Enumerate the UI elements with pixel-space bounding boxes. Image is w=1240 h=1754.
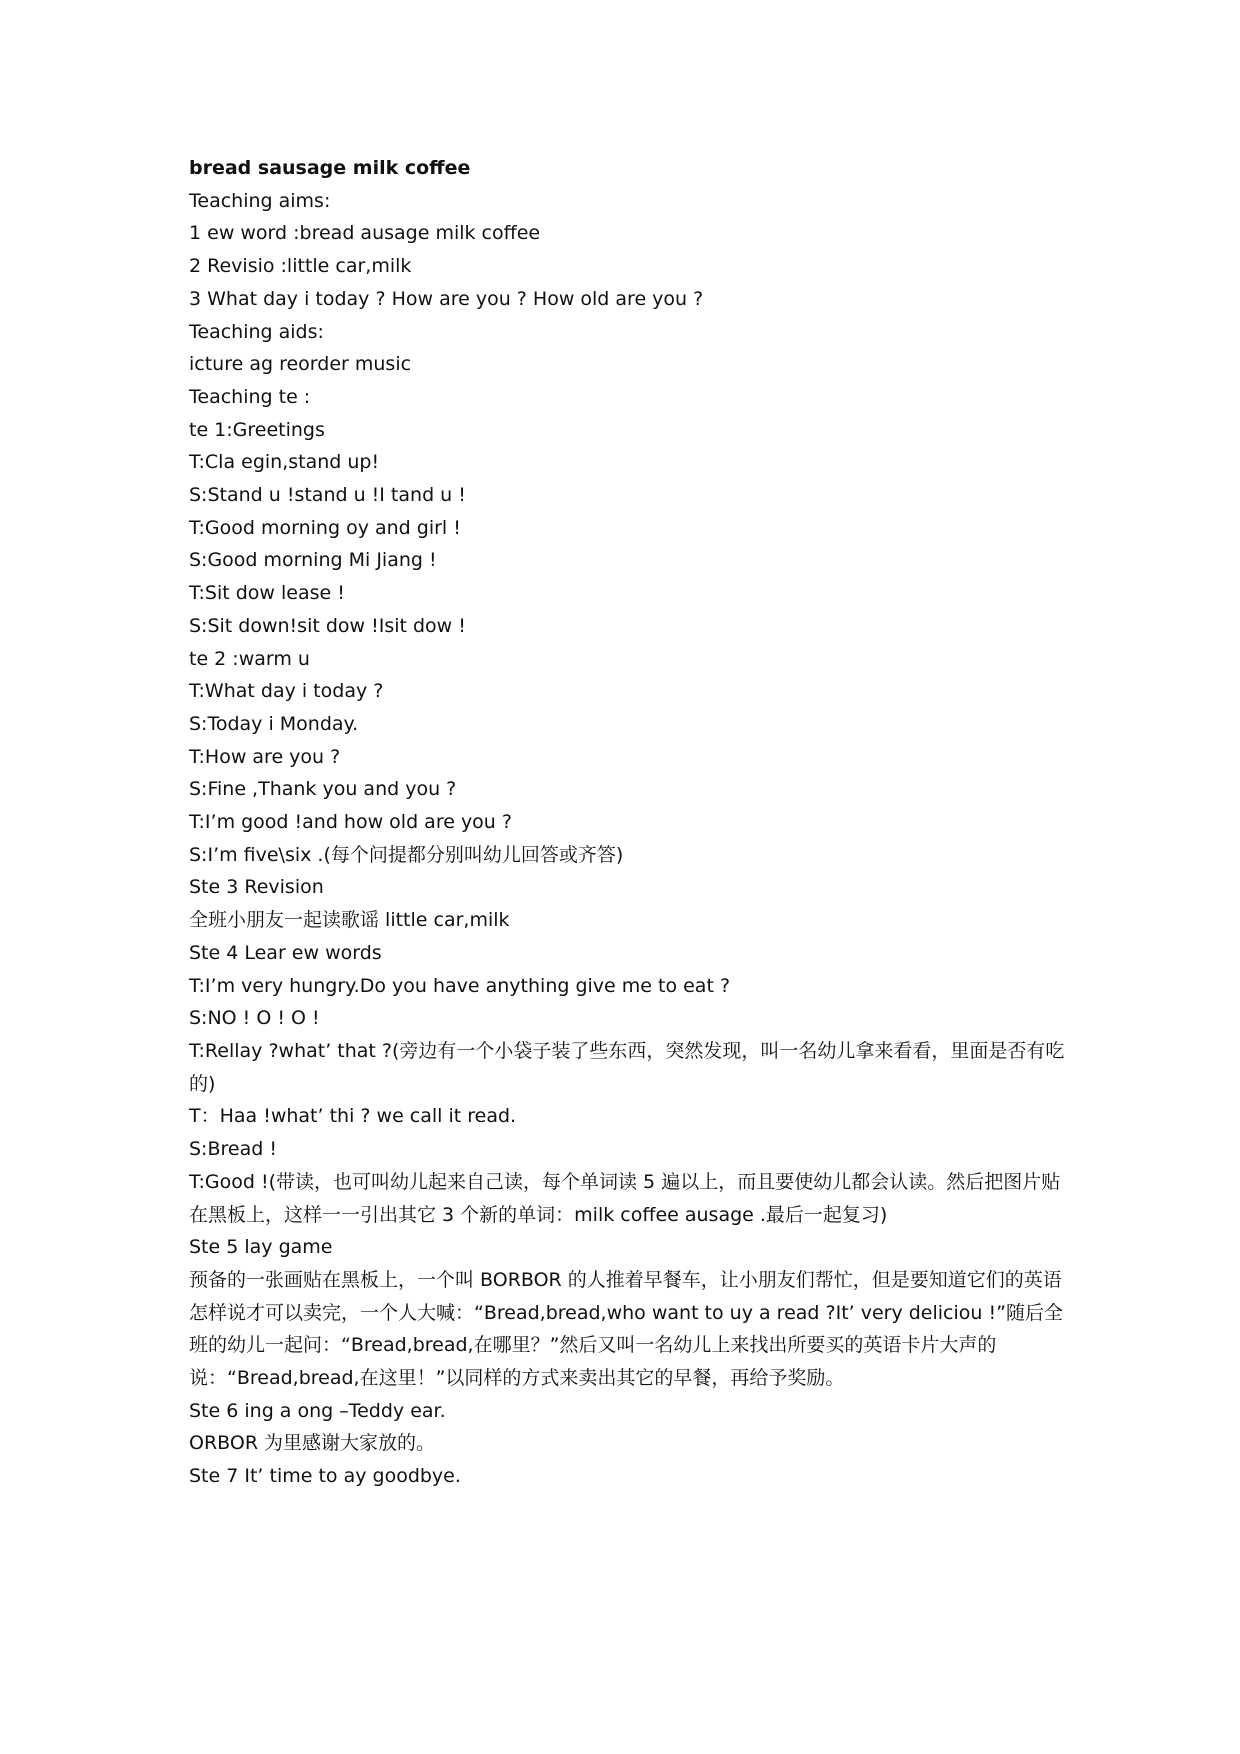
dialogue-line: S:I’m five\six .(每个问提都分别叫幼儿回答或齐答) [189, 843, 624, 866]
aim-item-3: 3 What day i today ? How are you ? How old are you ? [189, 287, 704, 310]
dialogue-line: T:Good morning oy and girl ! [189, 516, 461, 539]
dialogue-line: S:Good morning Mi Jiang ! [189, 549, 437, 572]
dialogue-line: T:I’m very hungry.Do you have anything give me to eat ? [189, 974, 731, 997]
section-heading-teaching-steps: Teaching te : [189, 385, 311, 408]
dialogue-line: S:Bread ! [189, 1138, 277, 1161]
step-2-heading: te 2 :warm u [189, 647, 310, 670]
game-description-paragraph: 预备的一张画贴在黑板上，一个叫 BORBOR 的人推着早餐车，让小朋友们帮忙，但是要知道它们的英语怎样说才可以卖完，一个人大喊：“Bread,bread,who want to uy a read ?It’ very deliciou !”随后全班的幼儿一起问：“Bread,bread,在哪里？”然后又叫一名幼儿上来找出所要买的英语卡片大声的说：“Bread,bread,在这里！”以同样的方式来卖出其它的早餐，再给予奖励。 [189, 1268, 1063, 1390]
dialogue-line: S:Today i Monday. [189, 712, 359, 735]
dialogue-line: S:Fine ,Thank you and you ? [189, 778, 457, 801]
step-5-heading: Ste 5 lay game [189, 1236, 333, 1259]
dialogue-line: T:Sit dow lease ! [189, 582, 345, 605]
dialogue-line: T:I’m good !and how old are you ? [189, 811, 512, 834]
dialogue-line: S:Stand u !stand u !I tand u ! [189, 484, 466, 507]
step-1-heading: te 1:Greetings [189, 418, 325, 441]
step-6-text: ORBOR 为里感谢大家放的。 [189, 1432, 436, 1455]
step-3-text: 全班小朋友一起读歌谣 little car,milk [189, 909, 510, 932]
aids-list: icture ag reorder music [189, 353, 412, 376]
dialogue-line: T:What day i today ? [189, 680, 384, 703]
aim-item-1: 1 ew word :bread ausage milk coffee [189, 222, 541, 245]
dialogue-line: S:NO ! O ! O ! [189, 1007, 320, 1030]
document-title: bread sausage milk coffee [189, 157, 471, 179]
dialogue-line: S:Sit down!sit dow !Isit dow ! [189, 614, 466, 637]
aim-item-2: 2 Revisio :little car,milk [189, 255, 412, 278]
document-body [189, 152, 1069, 1493]
step-4-heading: Ste 4 Lear ew words [189, 941, 382, 964]
step-7-heading: Ste 7 It’ time to ay goodbye. [189, 1465, 461, 1488]
dialogue-paragraph: T:Rellay ?what’ that ?(旁边有一个小袋子装了些东西，突然发现，叫一名幼儿拿来看看，里面是否有吃的) [189, 1039, 1065, 1095]
dialogue-line: T：Haa !what’ thi ? we call it read. [189, 1105, 517, 1128]
dialogue-line: T:Cla egin,stand up! [189, 451, 380, 474]
step-3-heading: Ste 3 Revision [189, 876, 324, 899]
dialogue-line: T:How are you ? [189, 745, 341, 768]
dialogue-paragraph: T:Good !(带读，也可叫幼儿起来自己读，每个单词读 5 遍以上，而且要使幼儿都会认读。然后把图片贴在黑板上，这样一一引出其它 3 个新的单词：milk coffee ausage .最后一起复习) [189, 1170, 1061, 1226]
section-heading-teaching-aids: Teaching aids: [189, 320, 324, 343]
step-6-heading: Ste 6 ing a ong –Teddy ear. [189, 1399, 446, 1422]
section-heading-teaching-aims: Teaching aims: [189, 189, 331, 212]
